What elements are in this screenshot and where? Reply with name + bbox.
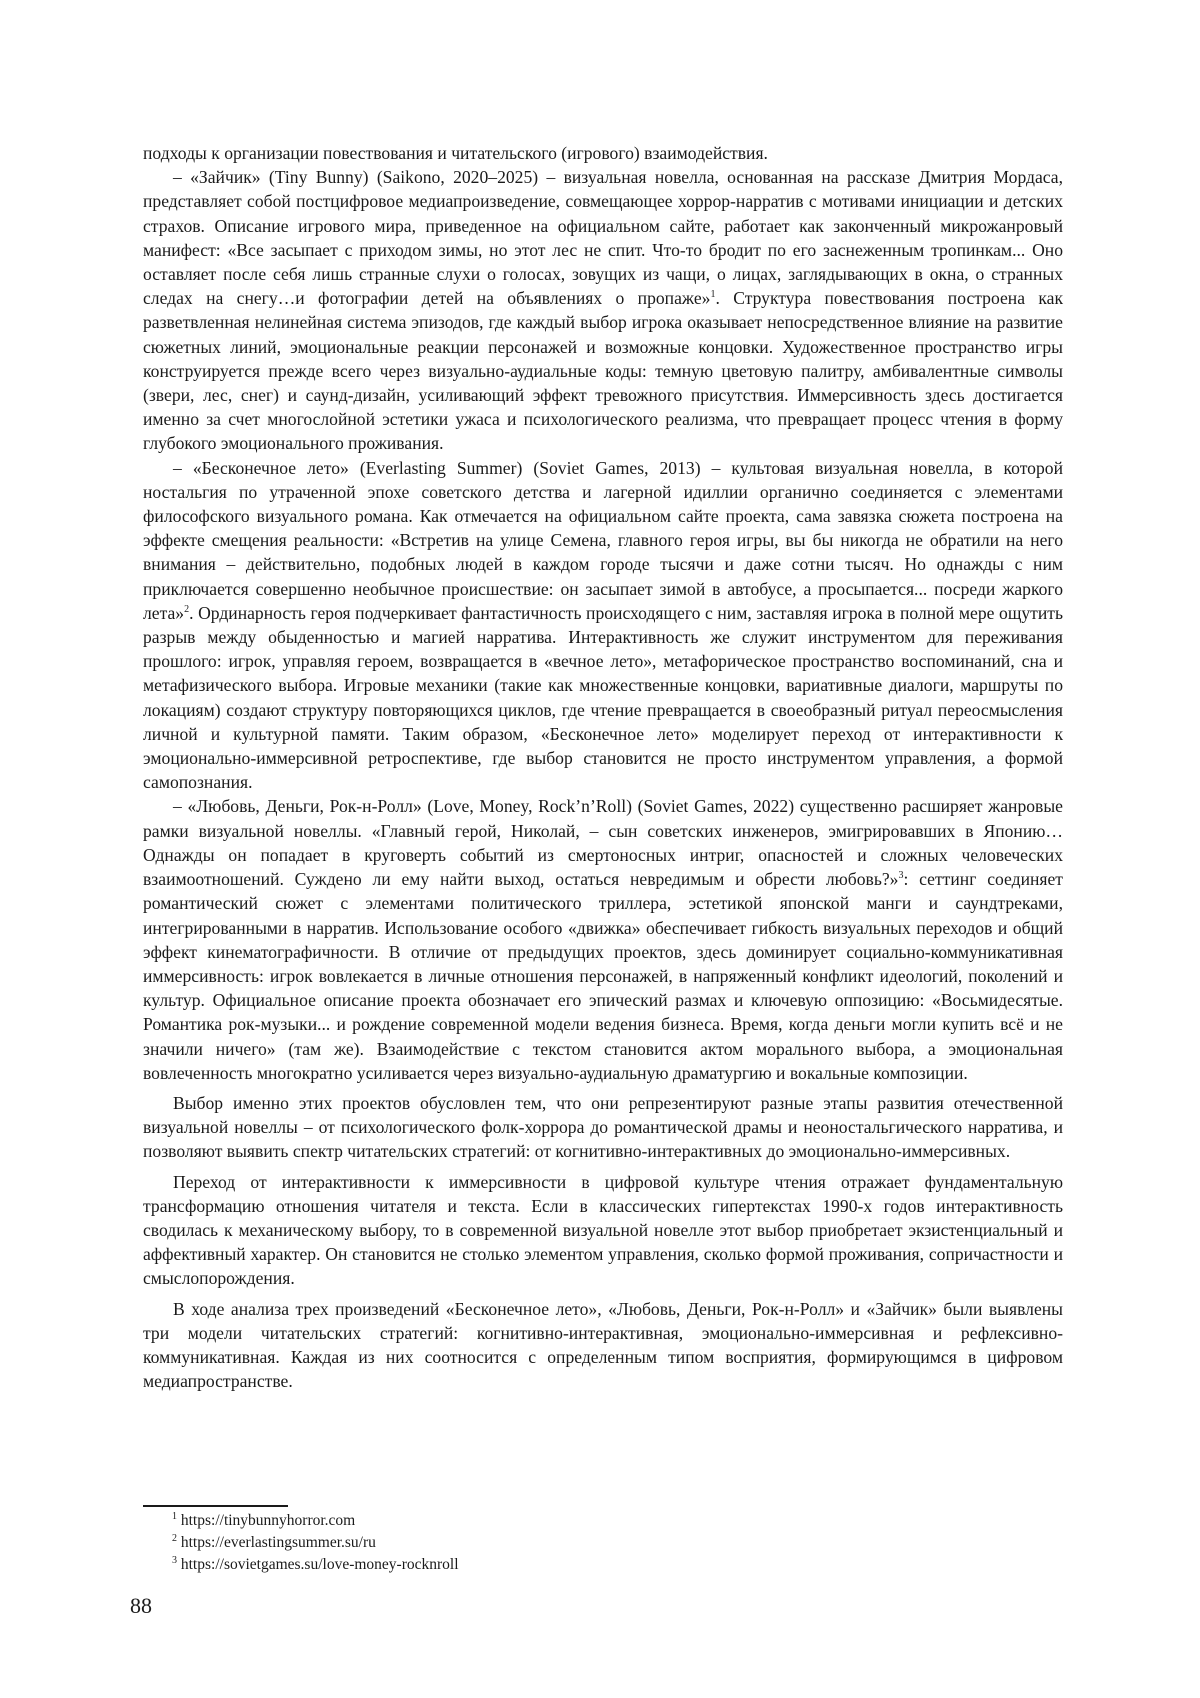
page-number: 88	[130, 1593, 152, 1618]
footnote-separator	[143, 1505, 288, 1507]
paragraph-text: подходы к организации повествования и читательского (игрового) взаимодействия.	[143, 143, 768, 163]
paragraph-1	[143, 141, 1063, 165]
footnote-link[interactable]: https://tinybunnyhorror.com	[180, 1512, 356, 1529]
paragraph-text: – «Любовь, Деньги, Рок-н-Ролл» (Love, Money, Rock’n’Roll) (Soviet Games, 2022) существенно расширяет жанровые рамки визуальной новеллы. «Главный герой, Николай, – сын советских инженеров, эмигрировавших в Японию…Однажды он попадает в круговерть событий из смертоносных интриг, опасностей и сложных человеческих взаимоотношений. Суждено ли ему найти выход, остаться невредимым и обрести любовь?»	[143, 796, 1063, 890]
footnote-number: 1	[172, 1510, 177, 1522]
paragraph-tiny-bunny	[143, 165, 1063, 455]
paragraph-text-tail: : сеттинг соединяет романтический сюжет с элементами политического триллера, эстетикой японской манги и саундтреками, интегрированными в нарратив. Использование особого «движка» обеспечивает гибкость визуальных переходов и общий эффект кинематографичности. В отличие от предыдущих проектов, здесь доминирует социально-коммуникативная иммерсивность: игрок вовлекается в личные отношения персонажей, в напряженный конфликт идеологий, поколений и культур. Официальное описание проекта обозначает его эпический размах и ключевую оппозицию: «Восьмидесятые. Романтика рок-музыки... и рождение современной модели ведения бизнеса. Время, когда деньги могли купить всё и не значили ничего» (там же). Взаимодействие с текстом становится актом морального выбора, а эмоциональная вовлеченность многократно усиливается через визуально-аудиальную драматургию и вокальные композиции.	[143, 869, 1063, 1083]
footnotes	[172, 1510, 772, 1576]
footnote-ref: 2	[184, 604, 190, 615]
footnote-ref: 3	[898, 870, 904, 882]
paragraph-text: В ходе анализа трех произведений «Бесконечное лето», «Любовь, Деньги, Рок-н-Ролл» и «Зайчик» были выявлены три модели читательских стратегий: когнитивно-интерактивная, эмоционально-иммерсивная и рефлексивно-коммуникативная. Каждая из них соотносится с определенным типом восприятия, формирующимся в цифровом медиапространстве.	[143, 1298, 1063, 1392]
paragraph-love-money-rocknroll	[143, 794, 1063, 1084]
footnote-link[interactable]: https://everlastingsummer.su/ru	[180, 1534, 376, 1551]
footnote-link[interactable]: https://sovietgames.su/love-money-rocknroll	[180, 1556, 459, 1573]
footnote-number: 2	[172, 1532, 177, 1544]
footnote-3	[172, 1554, 772, 1576]
paragraph-transition	[143, 1170, 1063, 1291]
main-text	[143, 141, 1063, 1393]
paragraph-text: – «Зайчик» (Tiny Bunny) (Saikono, 2020–2025) – визуальная новелла, основанная на рассказе Дмитрия Мордаса, представляет собой постцифровое медиапроизведение, совмещающее хоррор-нарратив с мотивами инициации и детских страхов. Описание игрового мира, приведенное на официальном сайте, работает как законченный микрожанровый манифест: «Все засыпает с приходом зимы, но этот лес не спит. Что-то бродит по его заснеженным тропинкам... Оно оставляет после себя лишь странные слухи о голосах, зовущих из чащи, о лицах, заглядывающих в окна, о странных следах на снегу…и фотографии детей на объявлениях о пропаже»	[143, 167, 1063, 309]
paragraph-everlasting-summer	[143, 456, 1063, 795]
footnote-ref: 1	[710, 289, 716, 301]
paragraph-conclusion	[143, 1297, 1063, 1394]
paragraph-text: Выбор именно этих проектов обусловлен тем, что они репрезентируют разные этапы развития отечественной визуальной новеллы – от психологического фолк-хоррора до романтической драмы и неоностальгического нарратива, и позволяют выявить спектр читательских стратегий: от когнитивно-интерактивных до эмоционально-иммерсивных.	[143, 1092, 1063, 1162]
paragraph-text: – «Бесконечное лето» (Everlasting Summer) (Soviet Games, 2013) – культовая визуальная новелла, в которой ностальгия по утраченной эпохе советского детства и лагерной идиллии органично соединяется с элементами философского визуального романа. Как отмечается на официальном сайте проекта, сама завязка сюжета построена на эффекте смещения реальности: «Встретив на улице Семена, главного героя игры, вы бы никогда не обратили на него внимания – действительно, подобных людей в каждом городе тысячи и даже сотни тысяч. Но однажды с ним приключается совершенно необычное происшествие: он засыпает зимой в автобусе, а просыпается... посреди жаркого лета»	[143, 457, 1063, 623]
footnote-2	[172, 1532, 772, 1554]
paragraph-text: Переход от интерактивности к иммерсивности в цифровой культуре чтения отражает фундаментальную трансформацию отношения читателя и текста. Если в классических гипертекстах 1990-х годов интерактивность сводилась к механическому выбору, то в современной визуальной новелле этот выбор приобретает экзистенциальный и аффективный характер. Он становится не столько элементом управления, сколько формой проживания, сопричастности и смыслопорождения.	[143, 1171, 1063, 1289]
footnote-1	[172, 1510, 772, 1532]
paragraph-project-choice	[143, 1091, 1063, 1164]
paragraph-text-tail: . Структура повествования построена как разветвленная нелинейная система эпизодов, где каждый выбор игрока оказывает непосредственное влияние на развитие сюжетных линий, эмоциональные реакции персонажей и возможные концовки. Художественное пространство игры конструируется прежде всего через визуально-аудиальные коды: темную цветовую палитру, амбивалентные символы (звери, лес, снег) и саунд-дизайн, усиливающий эффект тревожного присутствия. Иммерсивность здесь достигается именно за счет многослойной эстетики ужаса и психологического реализма, что превращает процесс чтения в форму глубокого эмоционального проживания.	[143, 288, 1064, 454]
footnote-number: 3	[172, 1554, 177, 1566]
paragraph-text-tail: . Ординарность героя подчеркивает фантастичность происходящего с ним, заставляя игрока в полной мере ощутить разрыв между обыденностью и магией нарратива. Интерактивность же служит инструментом для переживания прошлого: игрок, управляя героем, возвращается в «вечное лето», метафорическое пространство воспоминаний, сна и метафизического выбора. Игровые механики (такие как множественные концовки, вариативные диалоги, маршруты по локациям) создают структуру повторяющихся циклов, где чтение превращается в своеобразный ритуал переосмысления личной и культурной памяти. Таким образом, «Бесконечное лето» моделирует переход от интерактивности к эмоционально-иммерсивной ретроспективе, где выбор становится не просто инструментом управления, а формой самопознания.	[143, 602, 1063, 793]
